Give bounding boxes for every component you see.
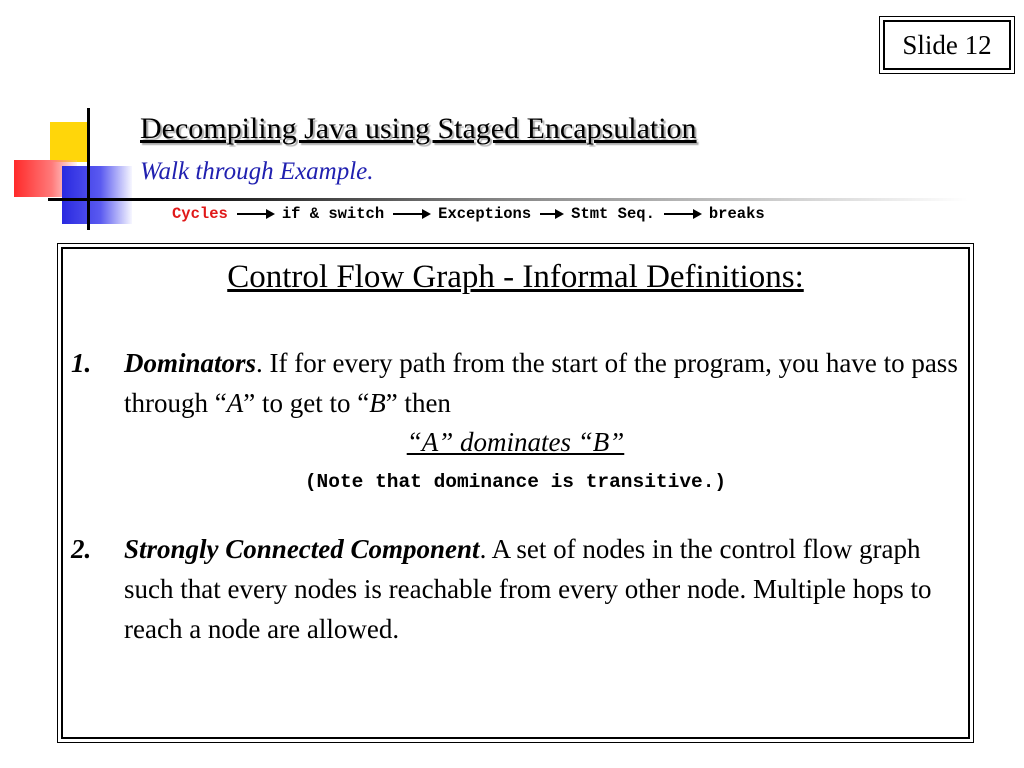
slide-title: Decompiling Java using Staged Encapsulation: [140, 112, 697, 145]
item-body: [124, 343, 961, 423]
dominates-statement: “A” dominates “B”: [406, 427, 625, 457]
term-strongly-connected-component: Strongly Connected Component: [124, 534, 480, 564]
item-text: . A set of nodes in the control flow graph such that every nodes is reachable from every other node. Multiple hops to reach a node are allowed.: [124, 534, 932, 644]
item-text: . If for every path from the start of the program, you have to pass through “: [124, 348, 958, 418]
transitivity-note: (Note that dominance is transitive.): [304, 471, 727, 493]
slide-number: Slide 12: [883, 20, 1011, 70]
item-number: 1.: [71, 348, 92, 378]
logo-vertical-rule: [87, 108, 90, 230]
item-text: ” then: [385, 388, 451, 418]
stage-flow-breadcrumb: [172, 204, 765, 224]
flow-step-exceptions: Exceptions: [438, 205, 532, 223]
header-horizontal-rule: [48, 198, 968, 201]
item-text: ” to get to “: [243, 388, 370, 418]
term-dominators: Dominators: [124, 348, 257, 378]
definitions-frame: [57, 243, 974, 743]
definitions-heading: Control Flow Graph - Informal Definitions:: [227, 259, 804, 295]
flow-step-stmt-seq: Stmt Seq.: [571, 205, 655, 223]
definitions-frame-inner: [61, 247, 970, 739]
logo-blue-bar: [62, 166, 132, 224]
slide-number-box: [879, 16, 1015, 74]
arrow-right-icon: [237, 213, 273, 215]
item-number: 2.: [71, 534, 92, 564]
arrow-right-icon: [664, 213, 700, 215]
item-body: [124, 529, 961, 649]
arrow-right-icon: [540, 213, 562, 215]
slide-subtitle: Walk through Example.: [140, 158, 374, 185]
flow-step-breaks: breaks: [708, 205, 765, 223]
flow-step-cycles: Cycles: [172, 205, 228, 223]
var-b: B: [369, 388, 386, 418]
definition-item-scc: [71, 529, 961, 649]
arrow-right-icon: [393, 213, 429, 215]
logo-yellow-square: [50, 122, 90, 162]
var-a: A: [226, 388, 244, 418]
definition-item-dominators: [71, 343, 961, 423]
flow-step-if-switch: if & switch: [281, 205, 385, 223]
